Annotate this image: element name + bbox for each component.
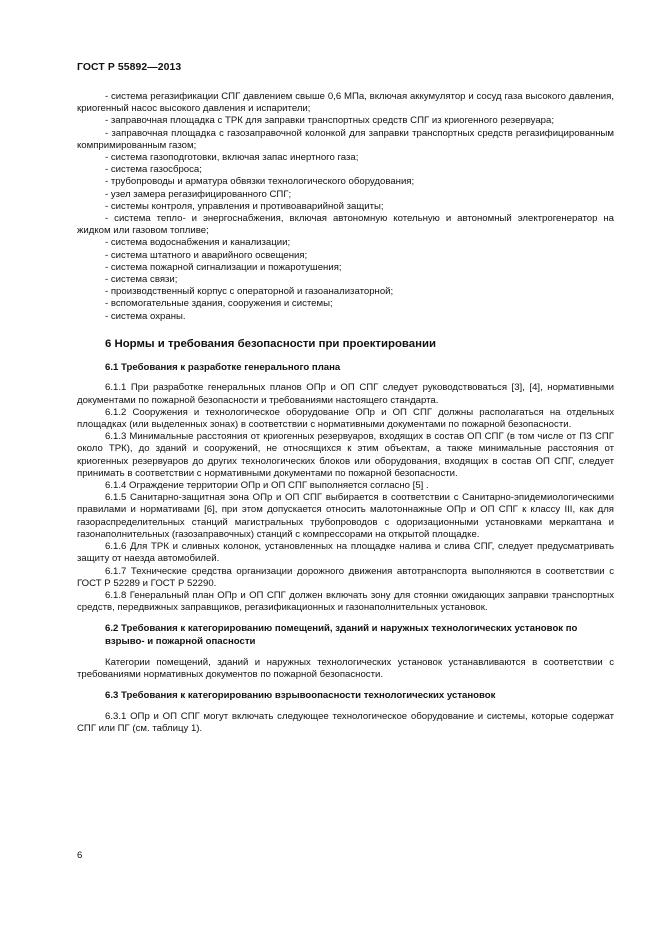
document-body [77, 91, 614, 735]
section-6-1-heading: 6.1 Требования к разработке генерального плана [105, 361, 341, 373]
section-6-2-heading: 6.2 Требования к категорированию помещений, зданий и наружных технологических установок по взрыво- и пожарной опасности [105, 623, 578, 647]
section-6-3-heading: 6.3 Требования к категорированию взрывоопасности технологических установок [105, 689, 496, 701]
list-item: - система газоподготовки, включая запас инертного газа; [105, 152, 359, 164]
list-item: - вспомогательные здания, сооружения и системы; [105, 298, 333, 310]
document-header: ГОСТ Р 55892—2013 [77, 62, 182, 73]
list-item: - трубопроводы и арматура обвязки технологического оборудования; [105, 176, 415, 188]
paragraph: 6.1.2 Сооружения и технологическое оборудование ОПр и ОП СПГ должны располагаться на отдельных площадках (или выделенных зонах) в соответствии с нормативными документами по пожарной безопасности. [77, 406, 614, 431]
list-item: - система пожарной сигнализации и пожаротушения; [105, 261, 342, 273]
list-item: - система тепло- и энергоснабжения, включая автономную котельную и автономный электрогенератор на жидком или газовом топливе; [77, 213, 614, 237]
list-item: - производственный корпус с операторной и газоанализаторной; [105, 286, 394, 298]
paragraph: 6.1.1 При разработке генеральных планов ОПр и ОП СПГ следует руководствоваться [3], [4], нормативными документами по пожарной безопасности и требованиями настоящего стандарта. [77, 382, 614, 406]
section-6-heading: 6 Нормы и требования безопасности при проектировании [105, 337, 437, 350]
paragraph: Категории помещений, зданий и наружных технологических установок устанавливаются в соответствии с требованиями нормативных документов по пожарной безопасности. [77, 656, 614, 680]
paragraph: 6.1.5 Санитарно-защитная зона ОПр и ОП СПГ выбирается в соответствии с Санитарно-эпидемиологическими правилами и нормативами [6], при этом допускается относить малотоннажные ОПр и ОП СПГ к классу III, как для газораспределительных станций магистральных трубопроводов с одоризационными установками меркаптана и газонаполнительных (газозаправочных) станций с компрессорами на открытой площадке. [77, 492, 614, 540]
list-item: - система газосброса; [105, 164, 202, 176]
list-item: - система водоснабжения и канализации; [105, 237, 291, 249]
paragraph: 6.1.8 Генеральный план ОПр и ОП СПГ должен включать зону для стоянки ожидающих заправки транспортных средств, передвижных заправщиков, регазификационных и газонаполнительных установок. [77, 589, 614, 614]
list-item: - системы контроля, управления и противоаварийной защиты; [105, 200, 384, 212]
list-item: - узел замера регазифицированного СПГ; [105, 188, 292, 200]
list-item: - заправочная площадка с газозаправочной колонкой для заправки транспортных средств регазифицированным компримированным газом; [77, 127, 614, 151]
list-item: - система охраны. [105, 310, 186, 322]
paragraph: 6.1.6 Для ТРК и сливных колонок, установленных на площадке налива и слива СПГ, следует предусматривать защиту от наезда автомобилей. [77, 541, 614, 565]
list-item: - система штатного и аварийного освещения; [105, 249, 308, 261]
paragraph: 6.1.7 Технические средства организации дорожного движения автотранспорта выполняются в соответствии с ГОСТ Р 52289 и ГОСТ Р 52290. [77, 565, 614, 589]
paragraph: 6.1.3 Минимальные расстояния от криогенных резервуаров, входящих в состав ОП СПГ (в том числе от ПЗ СПГ около ТРК), до зданий и сооружений, не относящихся к этим объектам, а также минимальные расстояния от криогенных резервуаров до других технологических блоков или оборудования, входящих в состав ОП СПГ, следует принимать в соответствии с нормативными документами по пожарной безопасности. [77, 431, 614, 479]
paragraph: 6.1.4 Ограждение территории ОПр и ОП СПГ выполняется согласно [5] . [105, 480, 429, 492]
list-item: - система регазификации СПГ давлением свыше 0,6 МПа, включая аккумулятор и сосуд газа высокого давления, криогенный насос высокого давления и испарители; [77, 91, 614, 115]
paragraph: 6.3.1 ОПр и ОП СПГ могут включать следующее технологическое оборудование и системы, которые содержат СПГ или ПГ (см. таблицу 1). [77, 710, 614, 734]
list-item: - заправочная площадка с ТРК для заправки транспортных средств СПГ из криогенного резервуара; [105, 115, 555, 127]
list-item: - система связи; [105, 274, 178, 286]
page-number: 6 [77, 850, 83, 861]
